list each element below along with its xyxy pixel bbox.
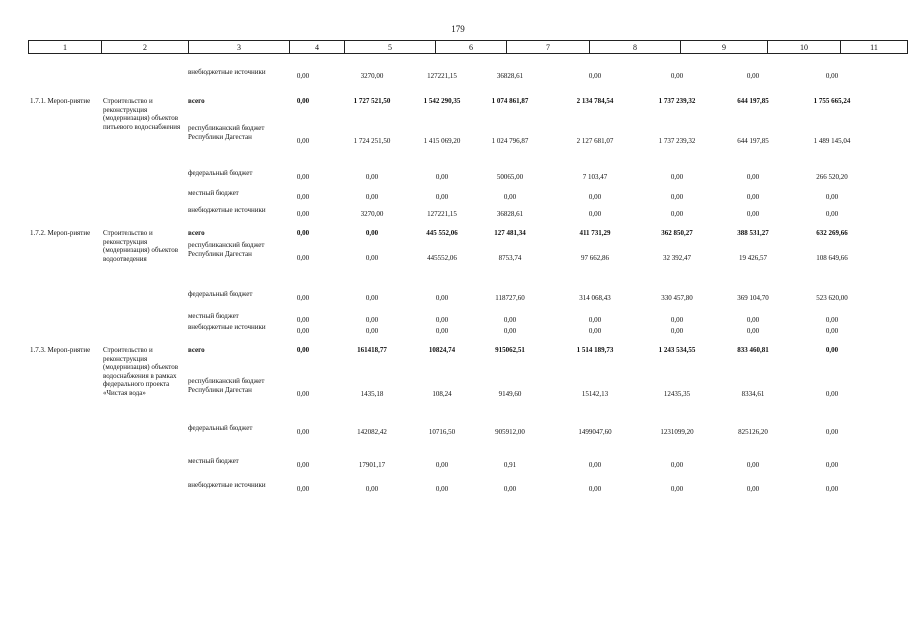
value-cell: 1 074 861,87	[491, 97, 529, 105]
value-cell: 0,00	[670, 485, 684, 493]
value-cell: 0,00	[588, 327, 602, 335]
value-cell: 3270,00	[360, 72, 384, 80]
value-cell: 0,00	[503, 485, 517, 493]
funding-source: внебюджетные источники	[188, 481, 266, 489]
value-cell: 1 727 521,50	[353, 97, 391, 105]
table-header	[28, 40, 908, 54]
value-cell: 1 489 145,04	[813, 137, 851, 145]
funding-source: всего	[188, 229, 205, 237]
value-cell: 127221,15	[427, 72, 457, 80]
value-cell: 0,00	[746, 316, 760, 324]
value-cell: 12435,35	[663, 390, 691, 398]
value-cell: 833 460,81	[737, 346, 769, 354]
value-cell: 0,00	[296, 173, 310, 181]
value-cell: 0,00	[825, 316, 839, 324]
value-cell: 0,00	[365, 229, 379, 237]
value-cell: 108,24	[432, 390, 452, 398]
value-cell: 0,00	[825, 428, 839, 436]
value-cell: 1231099,20	[660, 428, 694, 436]
value-cell: 0,00	[296, 72, 310, 80]
value-cell: 0,00	[365, 254, 379, 262]
value-cell: 0,00	[746, 193, 760, 201]
value-cell: 0,00	[365, 485, 379, 493]
value-cell: 0,00	[670, 72, 684, 80]
value-cell: 161418,77	[357, 346, 387, 354]
value-cell: 0,00	[670, 173, 684, 181]
header-col-2: 2	[102, 41, 189, 54]
value-cell: 0,00	[588, 210, 602, 218]
value-cell: 0,00	[670, 193, 684, 201]
value-cell: 330 457,80	[661, 294, 693, 302]
value-cell: 369 104,70	[737, 294, 769, 302]
header-col-3: 3	[189, 41, 290, 54]
value-cell: 36828,61	[496, 72, 524, 80]
value-cell: 632 269,66	[816, 229, 848, 237]
value-cell: 3270,00	[360, 210, 384, 218]
value-cell: 2 127 681,07	[576, 137, 614, 145]
value-cell: 388 531,27	[737, 229, 769, 237]
value-cell: 0,00	[588, 461, 602, 469]
value-cell: 0,00	[825, 193, 839, 201]
value-cell: 0,00	[503, 327, 517, 335]
value-cell: 17901,17	[358, 461, 386, 469]
funding-source: внебюджетные источники	[188, 323, 266, 331]
value-cell: 1499047,60	[578, 428, 612, 436]
value-cell: 142082,42	[357, 428, 387, 436]
value-cell: 445 552,06	[426, 229, 458, 237]
value-cell: 0,00	[296, 346, 310, 354]
funding-source: всего	[188, 97, 205, 105]
value-cell: 0,00	[296, 193, 310, 201]
value-cell: 1 755 665,24	[813, 97, 851, 105]
value-cell: 50065,00	[496, 173, 524, 181]
value-cell: 0,00	[670, 316, 684, 324]
funding-source: местный бюджет	[188, 312, 239, 320]
value-cell: 0,00	[588, 193, 602, 201]
value-cell: 0,00	[435, 485, 449, 493]
value-cell: 0,00	[365, 193, 379, 201]
value-cell: 32 392,47	[663, 254, 691, 262]
measure-number: 1.7.3. Мероп-риятие	[30, 346, 91, 354]
value-cell: 7 103,47	[582, 173, 608, 181]
value-cell: 0,00	[296, 461, 310, 469]
value-cell: 0,00	[296, 210, 310, 218]
value-cell: 0,00	[365, 173, 379, 181]
value-cell: 0,00	[296, 390, 310, 398]
value-cell: 644 197,85	[737, 137, 769, 145]
value-cell: 0,00	[670, 461, 684, 469]
value-cell: 10824,74	[428, 346, 456, 354]
value-cell: 0,00	[365, 294, 379, 302]
value-cell: 0,00	[296, 137, 310, 145]
value-cell: 19 426,57	[739, 254, 767, 262]
value-cell: 0,00	[503, 316, 517, 324]
value-cell: 825126,20	[738, 428, 768, 436]
value-cell: 0,91	[503, 461, 517, 469]
value-cell: 915062,51	[495, 346, 525, 354]
measure-name: Строительство и реконструкция (модернизация) объектов питьевого водоснабжения	[103, 97, 181, 131]
value-cell: 1 724 251,50	[353, 137, 391, 145]
value-cell: 0,00	[746, 485, 760, 493]
value-cell: 10716,50	[428, 428, 456, 436]
page-number: 179	[451, 24, 465, 34]
value-cell: 8334,61	[741, 390, 765, 398]
value-cell: 0,00	[825, 327, 839, 335]
value-cell: 0,00	[435, 294, 449, 302]
value-cell: 15142,13	[581, 390, 609, 398]
value-cell: 644 197,85	[737, 97, 769, 105]
value-cell: 118727,60	[495, 294, 525, 302]
measure-number: 1.7.1. Мероп-риятие	[30, 97, 91, 105]
value-cell: 1 514 189,73	[576, 346, 614, 354]
funding-source: республиканский бюджет Республики Дагестан	[188, 241, 265, 258]
value-cell: 0,00	[365, 316, 379, 324]
value-cell: 0,00	[825, 346, 839, 354]
measure-name: Строительство и реконструкция (модернизация) объектов водоснабжения в рамках федерального проекта «Чистая вода»	[103, 346, 179, 397]
value-cell: 905912,00	[495, 428, 525, 436]
value-cell: 2 134 784,54	[576, 97, 614, 105]
value-cell: 0,00	[825, 390, 839, 398]
funding-source: внебюджетные источники	[188, 68, 266, 76]
value-cell: 0,00	[746, 72, 760, 80]
value-cell: 266 520,20	[816, 173, 848, 181]
value-cell: 0,00	[296, 229, 310, 237]
header-col-4: 4	[290, 41, 345, 54]
header-col-8: 8	[590, 41, 681, 54]
value-cell: 97 662,86	[581, 254, 609, 262]
value-cell: 1 243 534,55	[658, 346, 696, 354]
header-col-9: 9	[681, 41, 768, 54]
value-cell: 0,00	[670, 210, 684, 218]
value-cell: 0,00	[296, 294, 310, 302]
value-cell: 0,00	[825, 72, 839, 80]
funding-source: федеральный бюджет	[188, 169, 253, 177]
header-col-7: 7	[507, 41, 590, 54]
header-col-1: 1	[29, 41, 102, 54]
value-cell: 0,00	[825, 461, 839, 469]
value-cell: 1 542 290,35	[423, 97, 461, 105]
value-cell: 0,00	[296, 428, 310, 436]
value-cell: 108 649,66	[816, 254, 848, 262]
value-cell: 1 415 069,20	[423, 137, 461, 145]
value-cell: 127 481,34	[494, 229, 526, 237]
measure-number: 1.7.2. Мероп-риятие	[30, 229, 91, 237]
value-cell: 0,00	[825, 210, 839, 218]
value-cell: 0,00	[746, 461, 760, 469]
funding-source: федеральный бюджет	[188, 290, 253, 298]
funding-source: федеральный бюджет	[188, 424, 253, 432]
value-cell: 0,00	[435, 316, 449, 324]
header-col-5: 5	[345, 41, 436, 54]
value-cell: 0,00	[296, 254, 310, 262]
value-cell: 0,00	[296, 327, 310, 335]
value-cell: 0,00	[588, 72, 602, 80]
value-cell: 9149,60	[498, 390, 522, 398]
header-col-11: 11	[841, 41, 908, 54]
value-cell: 362 850,27	[661, 229, 693, 237]
value-cell: 0,00	[670, 327, 684, 335]
value-cell: 411 731,29	[579, 229, 611, 237]
value-cell: 0,00	[365, 327, 379, 335]
value-cell: 0,00	[435, 173, 449, 181]
funding-source: внебюджетные источники	[188, 206, 266, 214]
value-cell: 0,00	[296, 485, 310, 493]
value-cell: 127221,15	[427, 210, 457, 218]
value-cell: 1 024 796,87	[491, 137, 529, 145]
header-col-6: 6	[436, 41, 507, 54]
value-cell: 0,00	[588, 485, 602, 493]
value-cell: 0,00	[435, 193, 449, 201]
value-cell: 8753,74	[498, 254, 522, 262]
value-cell: 445552,06	[427, 254, 457, 262]
value-cell: 0,00	[296, 316, 310, 324]
funding-source: республиканский бюджет Республики Дагестан	[188, 124, 265, 141]
funding-source: всего	[188, 346, 205, 354]
measure-name: Строительство и реконструкция (модернизация) объектов водоотведения	[103, 229, 179, 263]
funding-source: местный бюджет	[188, 457, 239, 465]
value-cell: 0,00	[296, 97, 310, 105]
value-cell: 0,00	[746, 210, 760, 218]
value-cell: 314 068,43	[579, 294, 611, 302]
value-cell: 0,00	[588, 316, 602, 324]
value-cell: 0,00	[435, 461, 449, 469]
value-cell: 1 737 239,32	[658, 97, 696, 105]
funding-source: местный бюджет	[188, 189, 239, 197]
value-cell: 523 620,00	[816, 294, 848, 302]
value-cell: 0,00	[435, 327, 449, 335]
value-cell: 0,00	[503, 193, 517, 201]
value-cell: 36828,61	[496, 210, 524, 218]
value-cell: 1 737 239,32	[658, 137, 696, 145]
value-cell: 1435,18	[360, 390, 384, 398]
value-cell: 0,00	[825, 485, 839, 493]
funding-source: республиканский бюджет Республики Дагестан	[188, 377, 265, 394]
header-col-10: 10	[768, 41, 841, 54]
value-cell: 0,00	[746, 327, 760, 335]
value-cell: 0,00	[746, 173, 760, 181]
